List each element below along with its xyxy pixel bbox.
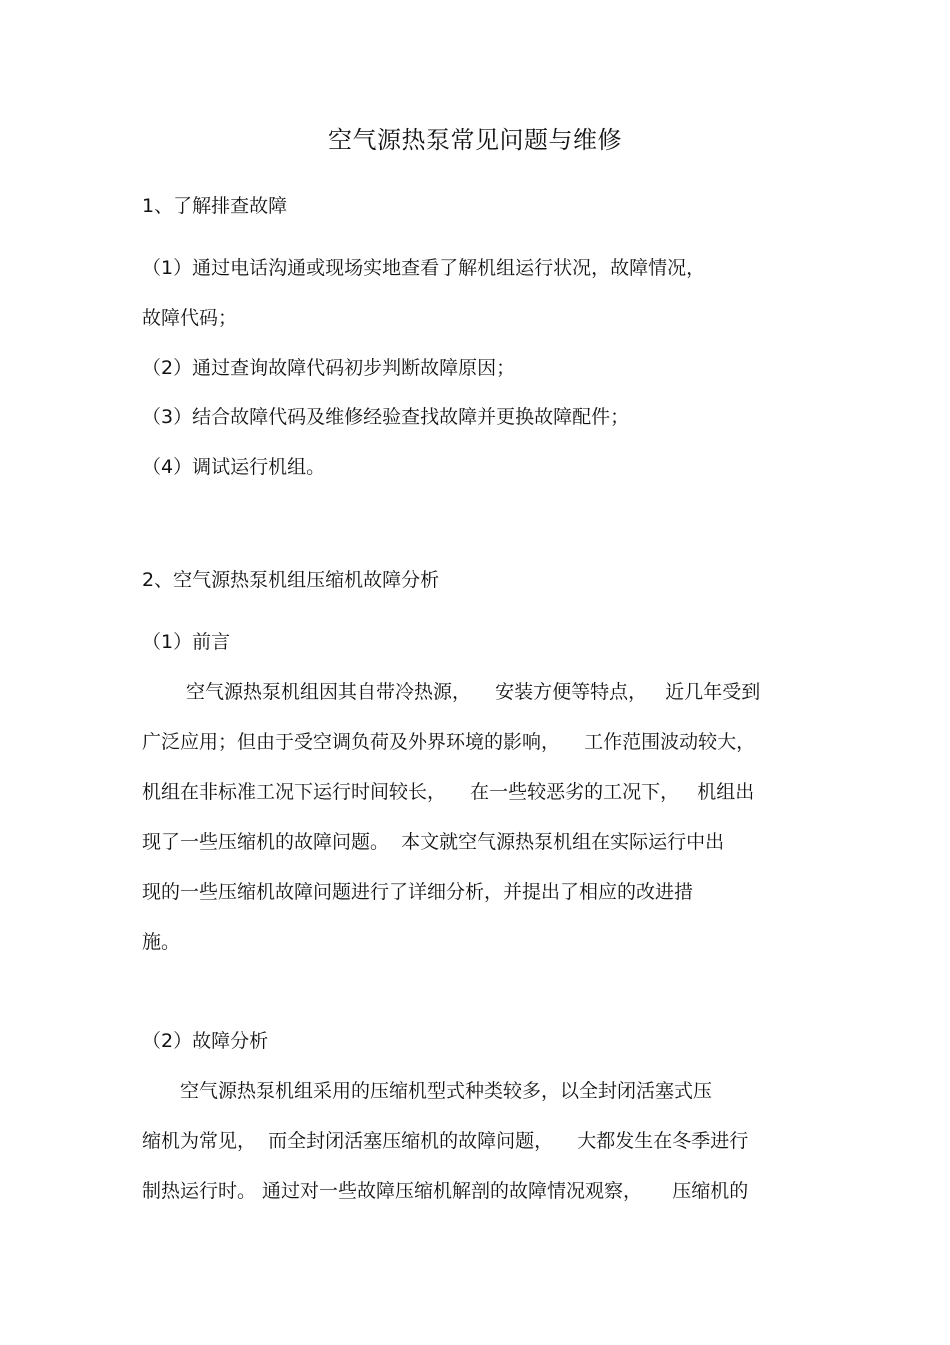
section2-heading: 2、空气源热泵机组压缩机故障分析 — [142, 569, 440, 591]
section1-item-4: （4）调试运行机组。 — [142, 456, 326, 478]
sub2-paragraph-line-2: 缩机为常见， 而全封闭活塞压缩机的故障问题， 大都发生在冬季进行 — [142, 1130, 749, 1152]
section1-item-1-cont: 故障代码； — [142, 307, 238, 329]
section1-heading: 1、了解排查故障 — [142, 195, 288, 217]
sub2-heading: （2）故障分析 — [142, 1030, 269, 1052]
sub2-paragraph-line-3: 制热运行时。 通过对一些故障压缩机解剖的故障情况观察， 压缩机的 — [142, 1180, 749, 1202]
section1-item-1: （1）通过电话沟通或现场实地查看了解机组运行状况，故障情况， — [142, 257, 706, 279]
section1-item-3: （3）结合故障代码及维修经验查找故障并更换故障配件； — [142, 406, 630, 428]
sub1-paragraph-line-3: 机组在非标准工况下运行时间较长， 在一些较恶劣的工况下， 机组出 — [142, 781, 755, 803]
document-title: 空气源热泵常见问题与维修 — [328, 126, 622, 154]
sub1-paragraph-line-4: 现了一些压缩机的故障问题。 本文就空气源热泵机组在实际运行中出 — [142, 831, 725, 853]
sub2-paragraph-line-1: 空气源热泵机组采用的压缩机型式种类较多，以全封闭活塞式压 — [180, 1080, 713, 1102]
sub1-paragraph-line-2: 广泛应用；但由于受空调负荷及外界环境的影响， 工作范围波动较大， — [142, 731, 756, 753]
sub1-paragraph-line-6: 施。 — [142, 931, 181, 953]
sub1-paragraph-line-5: 现的一些压缩机故障问题进行了详细分析，并提出了相应的改进措 — [142, 881, 694, 903]
section1-item-2: （2）通过查询故障代码初步判断故障原因； — [142, 357, 516, 379]
sub1-paragraph-line-1: 空气源热泵机组因其自带冷热源， 安装方便等特点， 近几年受到 — [186, 681, 761, 703]
sub1-heading: （1）前言 — [142, 631, 231, 653]
